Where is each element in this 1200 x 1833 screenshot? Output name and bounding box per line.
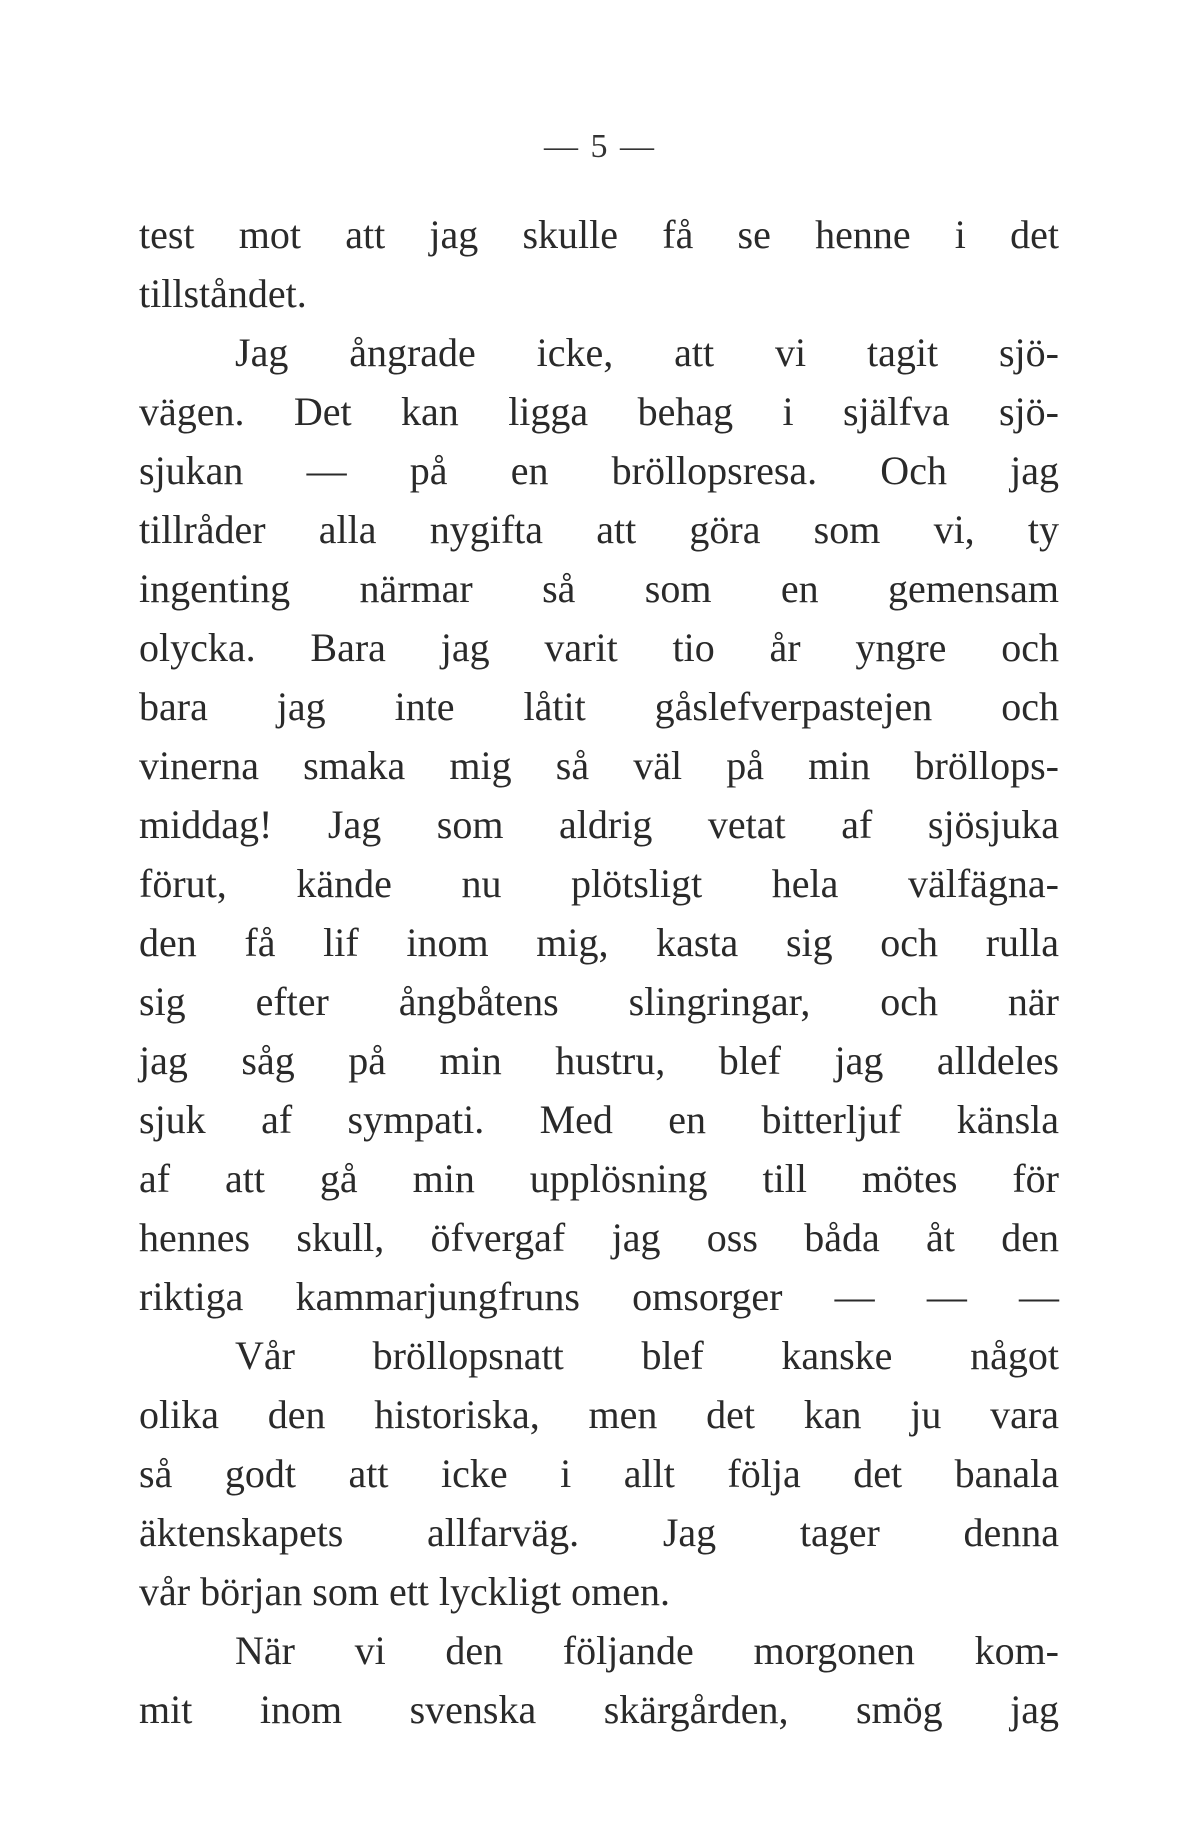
paragraph-start-line: Vår bröllopsnatt blef kanske något — [235, 1333, 1059, 1378]
text-line: af att gå min upplösning till mötes för — [139, 1156, 1059, 1201]
text-line: sig efter ångbåtens slingringar, och när — [139, 979, 1059, 1024]
text-line: äktenskapets allfarväg. Jag tager denna — [139, 1510, 1059, 1555]
text-line: mit inom svenska skärgården, smög jag — [139, 1687, 1059, 1732]
text-line: middag! Jag som aldrig vetat af sjösjuka — [139, 802, 1059, 847]
text-line: vinerna smaka mig så väl på min bröllops- — [139, 743, 1059, 788]
text-line: bara jag inte låtit gåslefverpastejen och — [139, 684, 1059, 729]
page-number: — 5 — — [544, 128, 656, 165]
text-line: vägen. Det kan ligga behag i själfva sjö- — [139, 389, 1059, 434]
text-line: förut, kände nu plötsligt hela välfägna- — [139, 861, 1059, 906]
text-line: sjukan — på en bröllopsresa. Och jag — [139, 448, 1059, 493]
text-line: jag såg på min hustru, blef jag alldeles — [139, 1038, 1059, 1083]
body-text — [139, 205, 1059, 1739]
text-line: tillråder alla nygifta att göra som vi, ty — [139, 507, 1059, 552]
text-line: hennes skull, öfvergaf jag oss båda åt den — [139, 1215, 1059, 1260]
text-line: ingenting närmar så som en gemensam — [139, 566, 1059, 611]
text-line: test mot att jag skulle få se henne i det — [139, 212, 1059, 257]
text-line: tillståndet. — [139, 271, 307, 316]
paragraph-start-line: Jag ångrade icke, att vi tagit sjö- — [235, 330, 1059, 375]
text-line: sjuk af sympati. Med en bitterljuf känsla — [139, 1097, 1059, 1142]
text-line: vår början som ett lyckligt omen. — [139, 1569, 670, 1614]
text-line: den få lif inom mig, kasta sig och rulla — [139, 920, 1059, 965]
text-line: riktiga kammarjungfruns omsorger — — — — [139, 1274, 1059, 1319]
text-line: olika den historiska, men det kan ju vara — [139, 1392, 1059, 1437]
paragraph-start-line: När vi den följande morgonen kom- — [235, 1628, 1059, 1673]
text-line: olycka. Bara jag varit tio år yngre och — [139, 625, 1059, 670]
text-line: så godt att icke i allt följa det banala — [139, 1451, 1059, 1496]
